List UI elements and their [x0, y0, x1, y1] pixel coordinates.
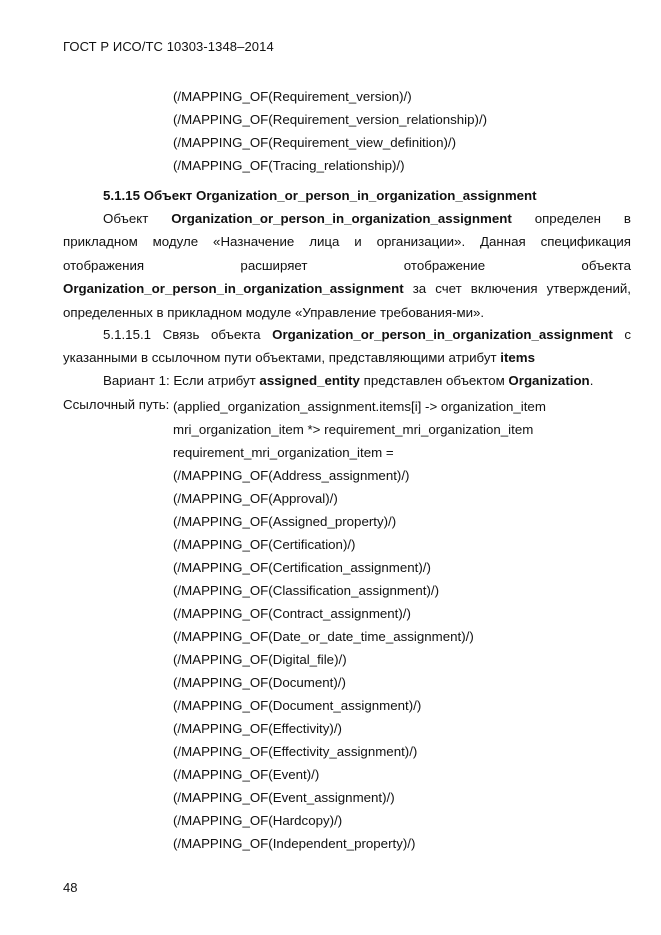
reference-line: (/MAPPING_OF(Date_or_date_time_assignment)/)	[173, 629, 474, 644]
reference-line: (/MAPPING_OF(Independent_property)/)	[173, 836, 416, 851]
reference-line: (/MAPPING_OF(Contract_assignment)/)	[173, 606, 411, 621]
reference-path-label: Ссылочный путь:	[63, 397, 170, 412]
reference-line: (/MAPPING_OF(Approval)/)	[173, 491, 338, 506]
reference-line: (/MAPPING_OF(Event)/)	[173, 767, 320, 782]
subsection-text: с указанными в ссылочном пути объектами, представляющими атрибут	[63, 327, 631, 366]
reference-line: (/MAPPING_OF(Event_assignment)/)	[173, 790, 395, 805]
subsection-text: 5.1.15.1 Связь объекта	[103, 327, 273, 342]
reference-line: (/MAPPING_OF(Document_assignment)/)	[173, 698, 422, 713]
mapping-line: (/MAPPING_OF(Requirement_version)/)	[173, 89, 412, 104]
reference-line: requirement_mri_organization_item =	[173, 445, 394, 460]
entity-name: Organization_or_person_in_organization_assignment	[272, 327, 613, 342]
paragraph-text: за счет включения утверждений, определенных в прикладном модуле «Управление требования-ми».	[63, 281, 631, 320]
entity-name: Organization_or_person_in_organization_assignment	[63, 281, 404, 297]
mapping-line: (/MAPPING_OF(Requirement_view_definition)/)	[173, 135, 457, 150]
entity-name: Organization	[508, 373, 590, 388]
mapping-line: (/MAPPING_OF(Tracing_relationship)/)	[173, 158, 405, 173]
section-paragraph	[63, 207, 631, 324]
reference-line: (/MAPPING_OF(Document)/)	[173, 675, 346, 690]
top-mapping-list	[173, 85, 487, 177]
reference-line: (/MAPPING_OF(Classification_assignment)/)	[173, 583, 440, 598]
reference-line: mri_organization_item *> requirement_mri_organization_item	[173, 422, 534, 437]
page-number: 48	[63, 880, 78, 895]
attribute-name: items	[500, 350, 536, 366]
variant-text: .	[589, 373, 594, 388]
reference-line: (/MAPPING_OF(Hardcopy)/)	[173, 813, 343, 828]
reference-path-list	[173, 395, 546, 855]
reference-line: (/MAPPING_OF(Digital_file)/)	[173, 652, 347, 667]
paragraph-text: Объект	[103, 211, 172, 226]
reference-line: (applied_organization_assignment.items[i] -> organization_item	[173, 399, 546, 414]
document-header: ГОСТ Р ИСО/ТС 10303-1348–2014	[63, 39, 274, 54]
variant-text: представлен объектом	[359, 373, 509, 388]
reference-line: (/MAPPING_OF(Certification_assignment)/)	[173, 560, 431, 575]
entity-name: Organization_or_person_in_organization_assignment	[171, 211, 512, 226]
reference-line: (/MAPPING_OF(Effectivity)/)	[173, 721, 342, 736]
reference-line: (/MAPPING_OF(Assigned_property)/)	[173, 514, 397, 529]
mapping-line: (/MAPPING_OF(Requirement_version_relationship)/)	[173, 112, 488, 127]
section-heading: 5.1.15 Объект Organization_or_person_in_organization_assignment	[103, 188, 537, 203]
paragraph-text: определен в прикладном модуле «Назначение лица и организации». Данная спецификация отображения расширяет отображение объекта	[63, 211, 631, 273]
reference-line: (/MAPPING_OF(Certification)/)	[173, 537, 356, 552]
reference-line: (/MAPPING_OF(Effectivity_assignment)/)	[173, 744, 418, 759]
attribute-name: assigned_entity	[259, 373, 360, 388]
variant-line	[103, 373, 593, 388]
variant-text: Вариант 1: Если атрибут	[103, 373, 260, 388]
reference-line: (/MAPPING_OF(Address_assignment)/)	[173, 468, 410, 483]
subsection-paragraph	[63, 323, 631, 370]
